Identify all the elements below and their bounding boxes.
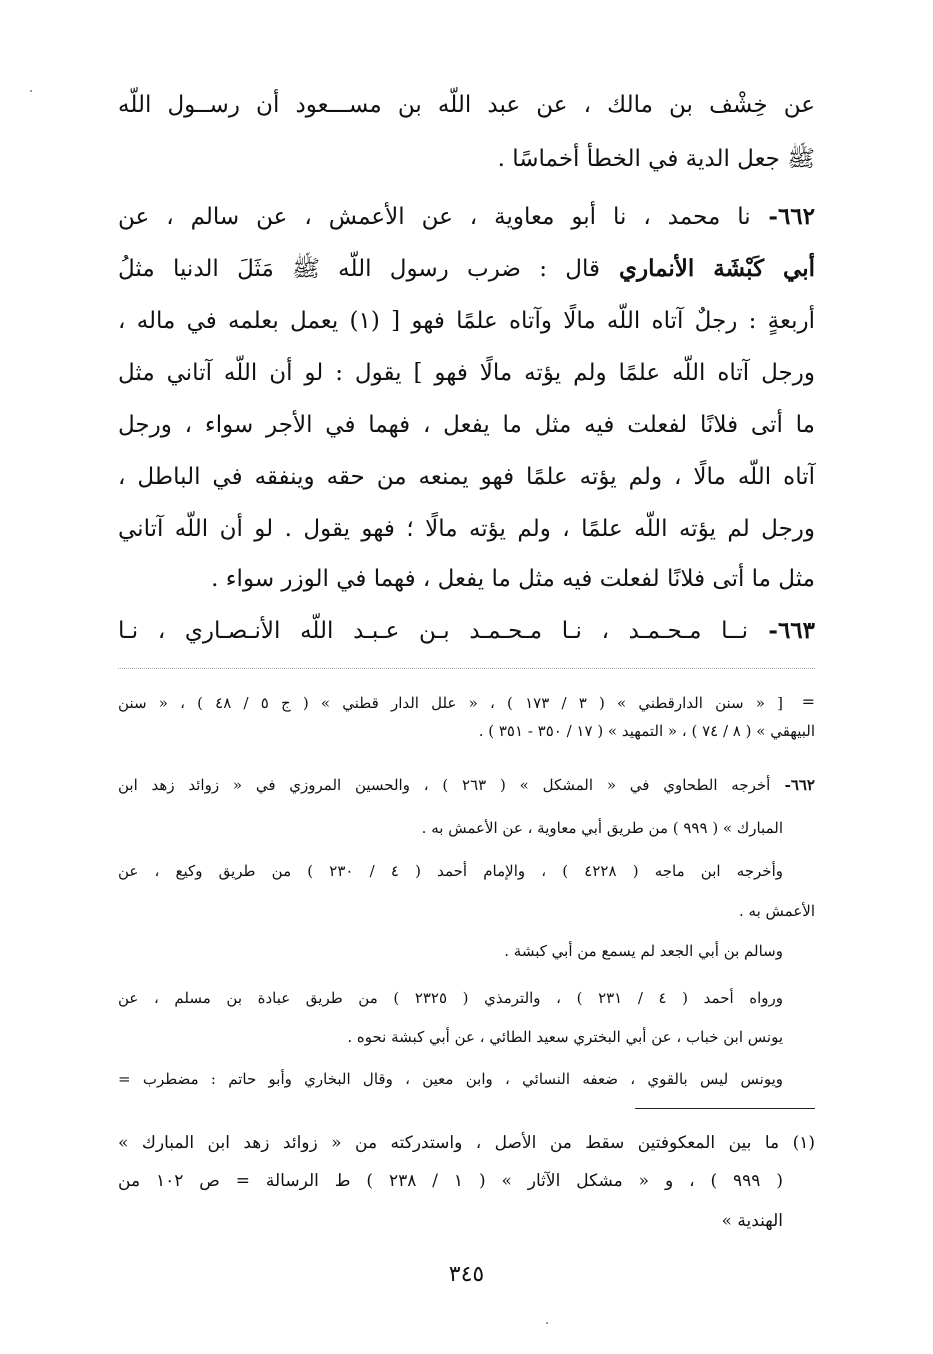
footnote-text: ورواه أحمد ( ٤ / ٢٣١ ) ، والترمذي ( ٢٣٢٥ ) من طريق عبادة بن مسلم ، عن: [118, 989, 783, 1007]
line-text: قال : ضرب رسول اللّه ﷺ مَثَلَ الدنيا مثلُ: [118, 256, 600, 282]
footnote-number: ٦٦٢-: [770, 776, 815, 794]
footnote-text: يونس ابن خباب ، عن أبي البختري سعيد الطائي ، عن أبي كبشة نحوه .: [347, 1028, 783, 1046]
footnote-line-5: [118, 858, 783, 884]
footnote-line-9: [118, 1024, 783, 1050]
main-line-2: [118, 141, 815, 177]
main-line-5: [118, 303, 815, 339]
main-line-6: [118, 355, 815, 391]
line-text: أربعةٍ : رجلٌ آتاه اللّه مالًا وآتاه علمًا فهو [ (١) يعمل بعلمه في ماله ،: [118, 308, 815, 334]
main-line-11: [118, 613, 815, 649]
line-text: ورجل لم يؤته اللّه علمًا ، ولم يؤته مالًا ؛ فهو يقول . لو أن اللّه آتاني: [118, 516, 815, 542]
footnote-text: [ « سنن الدارقطني » ( ٣ / ١٧٣ ) ، « علل الدار قطني » ( ج ٥ / ٤٨ ) ، « سنن: [118, 694, 783, 712]
line-text: ﷺ جعل الدية في الخطأ أخماسًا .: [497, 146, 815, 172]
footnote-line-1: [118, 690, 783, 716]
note-text: ( ٩٩٩ ) ، و « مشكل الآثار » ( ١ / ٢٣٨ ) ط الرسالة = ص ١٠٢ من: [118, 1171, 783, 1191]
line-text: آتاه اللّه مالًا ، ولم يؤته علمًا فهو يمنعه من حقه وينفقه في الباطل ،: [118, 464, 815, 490]
footnote-text: المبارك » ( ٩٩٩ ) من طريق أبي معاوية ، عن الأعمش به .: [421, 819, 783, 837]
main-line-7: [118, 407, 815, 443]
line-text: مثل ما أتى فلانًا لفعلت فيه مثل ما يفعل ، فهما في الوزر سواء .: [211, 566, 815, 592]
footnote-text: ويونس ليس بالقوي ، ضعفه النسائي ، وابن معين ، وقال البخاري وأبو حاتم : مضطرب =: [118, 1070, 783, 1088]
footnote-line-7: [118, 938, 783, 964]
footnote-text: وسالم بن أبي الجعد لم يسمع من أبي كبشة .: [504, 942, 783, 960]
note-text: (١) ما بين المعكوفتين سقط من الأصل ، واستدركته من « زوائد زهد ابن المبارك »: [118, 1133, 815, 1153]
footnote-line-8: [118, 985, 783, 1011]
footnote-line-4: [118, 815, 783, 841]
scan-speck: [546, 1322, 548, 1324]
footnote-line-3: [118, 772, 815, 798]
scan-speck: [30, 90, 32, 92]
notes-separator: [635, 1108, 815, 1109]
line-text: نا محمد ، نا أبو معاوية ، عن الأعمش ، عن سالم ، عن: [118, 204, 751, 230]
footnote-line-10: [118, 1066, 783, 1092]
main-line-4: [118, 251, 815, 287]
footnote-text: وأخرجه ابن ماجه ( ٤٢٢٨ ) ، والإمام أحمد ( ٤ / ٢٣٠ ) من طريق وكيع ، عن: [118, 862, 783, 880]
page-number: ٣٤٥: [448, 1262, 485, 1287]
footnote-text: البيهقي » ( ٨ / ٧٤ ) ، « التمهيد » ( ١٧ / ٣٥٠ - ٣٥١ ) .: [478, 722, 815, 740]
main-line-3: [118, 199, 815, 235]
footnote-line-6: [118, 898, 815, 924]
line-text: عن خِشْف بن مالك ، عن عبد اللّه بن مســـعود أن رســول اللّه: [118, 92, 815, 118]
line-text: ورجل آتاه اللّه علمًا ولم يؤته مالًا فهو ] يقول : لو أن اللّه آتاني مثل: [118, 360, 815, 386]
footnote-text: أخرجه الطحاوي في « المشكل » ( ٢٦٣ ) ، والحسين المروزي في « زوائد زهد ابن: [118, 776, 771, 794]
separator-line: [118, 668, 815, 669]
note-text: الهندية »: [721, 1211, 783, 1231]
editor-note-line-1: [118, 1128, 815, 1158]
main-line-1: [118, 87, 815, 123]
main-line-9: [118, 511, 815, 547]
line-text: نــا مـحـمـد ، نـا مـحـمـد بـن عـبـد اللّه الأنـصـاري ، نـا: [118, 618, 748, 644]
continuation-mark: =: [801, 692, 815, 711]
footnote-line-2: [118, 718, 815, 744]
hadith-number: ٦٦٢-: [750, 203, 815, 230]
editor-note-line-2: [118, 1166, 783, 1196]
main-line-10: [118, 561, 815, 597]
narrator-name: أبي كَبْشَة الأنماري: [600, 255, 816, 282]
hadith-number: ٦٦٣-: [748, 617, 815, 644]
line-text: ما أتى فلانًا لفعلت فيه مثل ما يفعل ، فهما في الأجر سواء ، ورجل: [118, 412, 815, 438]
main-line-8: [118, 459, 815, 495]
footnote-text: الأعمش به .: [739, 902, 815, 920]
editor-note-line-3: [118, 1206, 783, 1236]
